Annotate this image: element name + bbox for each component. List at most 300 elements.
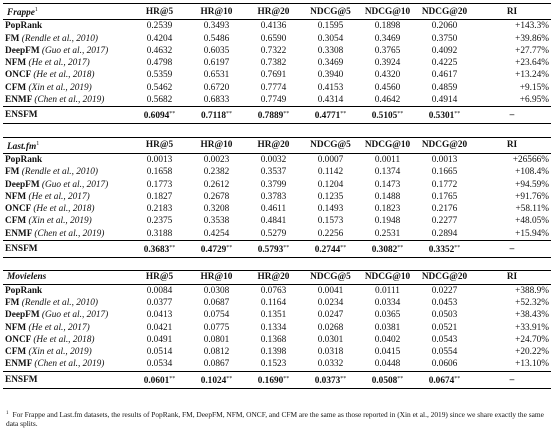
metric-value: 0.0421 [146, 322, 173, 333]
metric-value: 0.4859 [431, 82, 458, 93]
model-cell [3, 179, 131, 191]
best-metric-cell [188, 371, 245, 388]
metric-value: 0.0023 [188, 153, 245, 166]
ri-value: – [473, 371, 551, 388]
metric-value: 0.4314 [317, 95, 344, 106]
best-metric-value: 0.7118 [200, 111, 227, 122]
model-name: DeepFM [5, 179, 40, 190]
column-header: RI [473, 271, 551, 284]
metric-value: 0.1665 [431, 167, 458, 178]
metric-value: 0.4841 [260, 216, 287, 227]
column-header: NDCG@10 [359, 4, 416, 20]
best-metric-cell [359, 107, 416, 124]
significance-mark: ** [340, 245, 347, 252]
metric-value: 0.2612 [203, 179, 230, 190]
metric-value: 0.3469 [317, 58, 344, 69]
dataset-name [3, 4, 131, 20]
metric-value: 0.0687 [203, 297, 230, 308]
metric-value: 0.1142 [317, 167, 344, 178]
model-cell [3, 228, 131, 241]
model-cell [3, 203, 131, 215]
metric-value: 0.1773 [146, 179, 173, 190]
dataset-name [3, 137, 131, 153]
metric-value: 0.2531 [374, 228, 401, 239]
metric-value: 0.1573 [317, 216, 344, 227]
significance-mark: ** [340, 375, 347, 382]
metric-value: 0.0332 [317, 359, 344, 370]
column-header: HR@10 [188, 4, 245, 20]
metric-value: 0.0268 [317, 322, 344, 333]
metric-value: 0.4254 [203, 228, 230, 239]
best-metric-cell [245, 371, 302, 388]
metric-value: 0.4642 [374, 95, 401, 106]
best-metric-value: 0.4729 [200, 245, 227, 256]
metric-value: 0.0013 [131, 153, 188, 166]
table-row [3, 191, 551, 203]
column-header: NDCG@5 [302, 137, 359, 153]
metric-value: 0.7774 [260, 82, 287, 93]
metric-value: 0.1493 [317, 204, 344, 215]
column-header: HR@20 [245, 271, 302, 284]
best-metric-value: 0.6094 [143, 111, 170, 122]
metric-value: 0.0543 [431, 334, 458, 345]
metric-value: 0.0084 [131, 284, 188, 297]
ri-value: +20.22% [515, 347, 549, 358]
significance-mark: ** [454, 375, 461, 382]
model-cell [3, 45, 131, 57]
ri-value: +26566% [473, 153, 551, 166]
model-citation: (Xin et al., 2019) [28, 347, 92, 358]
model-citation: (Chen et al., 2019) [34, 228, 105, 239]
metric-value: 0.1595 [302, 20, 359, 33]
best-metric-cell [302, 107, 359, 124]
metric-value: 0.1658 [146, 167, 173, 178]
metric-value: 0.1772 [431, 179, 458, 190]
model-citation: (Rendle et al., 2010) [21, 167, 98, 178]
table-row [3, 94, 551, 107]
metric-value: 0.2539 [131, 20, 188, 33]
best-metric-value: 0.3683 [143, 245, 170, 256]
column-header: HR@5 [131, 137, 188, 153]
model-name: ENMF [5, 228, 33, 239]
column-header: NDCG@10 [359, 271, 416, 284]
metric-value: 0.4798 [146, 58, 173, 69]
metric-value: 0.0041 [302, 284, 359, 297]
metric-value: 0.5359 [146, 70, 173, 81]
table-row [3, 20, 551, 33]
metric-value: 0.0491 [146, 334, 173, 345]
dataset-label: Last.fm [7, 141, 37, 152]
significance-mark: ** [283, 375, 290, 382]
model-citation: (He et al., 2017) [28, 322, 90, 333]
model-citation: (He et al., 2017) [28, 191, 90, 202]
model-cell [3, 166, 131, 178]
significance-mark: ** [397, 245, 404, 252]
metric-value: 0.4632 [146, 45, 173, 56]
model-name: PopRank [5, 285, 43, 296]
metric-value: 0.3940 [317, 70, 344, 81]
model-cell [3, 20, 131, 33]
ri-value: +13.10% [515, 359, 549, 370]
model-cell [3, 322, 131, 334]
table-row [3, 358, 551, 371]
model-citation: (Chen et al., 2019) [34, 359, 105, 370]
column-header: NDCG@20 [416, 4, 473, 20]
model-name: FM [5, 297, 20, 308]
model-cell [3, 153, 131, 166]
metric-value: 0.0402 [374, 334, 401, 345]
model-citation: (Guo et al., 2017) [41, 45, 109, 56]
best-metric-value: 0.5301 [428, 111, 455, 122]
section-gap [3, 124, 551, 137]
significance-mark: ** [340, 111, 347, 118]
table-row [3, 179, 551, 191]
table-row [3, 309, 551, 321]
dataset-footnote-mark: 1 [34, 7, 38, 13]
ri-value: +48.05% [515, 216, 549, 227]
metric-value: 0.0754 [203, 310, 230, 321]
metric-value: 0.0514 [146, 347, 173, 358]
section-header-row [3, 137, 551, 153]
best-metric-value: 0.0373 [314, 375, 341, 386]
model-cell [3, 69, 131, 81]
metric-value: 0.4225 [431, 58, 458, 69]
metric-value: 0.0011 [359, 153, 416, 166]
model-citation: (Rendle et al., 2010) [21, 297, 98, 308]
ri-value: +52.32% [515, 297, 549, 308]
best-metric-value: 0.2744 [314, 245, 341, 256]
table-row [3, 284, 551, 297]
table-row [3, 215, 551, 227]
significance-mark: ** [397, 111, 404, 118]
model-citation: (He et al., 2017) [28, 58, 90, 69]
best-metric-value: 0.0508 [371, 375, 398, 386]
metric-value: 0.0448 [374, 359, 401, 370]
significance-mark: ** [169, 111, 176, 118]
ri-value: +24.70% [515, 334, 549, 345]
metric-value: 0.1204 [317, 179, 344, 190]
best-metric-cell [416, 107, 473, 124]
metric-value: 0.4153 [317, 82, 344, 93]
metric-value: 0.0007 [302, 153, 359, 166]
dataset-label: Movielens [7, 272, 47, 283]
column-header: HR@20 [245, 137, 302, 153]
metric-value: 0.2256 [317, 228, 344, 239]
table-row [3, 297, 551, 309]
best-metric-cell [188, 107, 245, 124]
ri-value: +39.86% [515, 33, 549, 44]
best-metric-cell [131, 241, 188, 258]
model-cell [3, 215, 131, 227]
metric-value: 0.4611 [260, 204, 287, 215]
column-header: RI [473, 137, 551, 153]
ri-value: +33.91% [515, 322, 549, 333]
table-row [3, 203, 551, 215]
metric-value: 0.0812 [203, 347, 230, 358]
metric-value: 0.0234 [317, 297, 344, 308]
metric-value: 0.1765 [431, 191, 458, 202]
metric-value: 0.0453 [431, 297, 458, 308]
metric-value: 0.3493 [188, 20, 245, 33]
metric-value: 0.2060 [416, 20, 473, 33]
model-name: ONCF [5, 334, 31, 345]
model-name: DeepFM [5, 45, 40, 56]
ri-value: +38.43% [515, 310, 549, 321]
metric-value: 0.0377 [146, 297, 173, 308]
metric-value: 0.4320 [374, 70, 401, 81]
ri-value: +94.59% [515, 179, 549, 190]
best-metric-cell [131, 371, 188, 388]
best-metric-cell [245, 107, 302, 124]
table-row [3, 322, 551, 334]
column-header: NDCG@5 [302, 4, 359, 20]
metric-value: 0.0554 [431, 347, 458, 358]
model-citation: (Guo et al., 2017) [41, 310, 109, 321]
model-name: ONCF [5, 204, 31, 215]
model-name: NFM [5, 191, 27, 202]
model-name: CFM [5, 216, 27, 227]
column-header: HR@20 [245, 4, 302, 20]
model-cell [3, 33, 131, 45]
metric-value: 0.6590 [260, 33, 287, 44]
column-header: HR@5 [131, 271, 188, 284]
metric-value: 0.0415 [374, 347, 401, 358]
model-cell [3, 297, 131, 309]
metric-value: 0.0381 [374, 322, 401, 333]
footnote-text: For Frappe and Last.fm datasets, the results of PopRank, FM, DeepFM, NFM, ONCF, and CFM are the same as those reported in (Xin et al., 2019) since we share exactly the same data splits. [6, 410, 544, 428]
metric-value: 0.3750 [431, 33, 458, 44]
best-metric-value: 0.4771 [314, 111, 341, 122]
metric-value: 0.0247 [317, 310, 344, 321]
significance-mark: ** [397, 375, 404, 382]
metric-value: 0.2678 [203, 191, 230, 202]
metric-value: 0.2183 [146, 204, 173, 215]
metric-value: 0.0318 [317, 347, 344, 358]
dataset-footnote-mark: 1 [36, 140, 40, 147]
model-citation: (Chen et al., 2019) [34, 95, 105, 106]
metric-value: 0.0032 [245, 153, 302, 166]
metric-value: 0.0521 [431, 322, 458, 333]
metric-value: 0.4560 [374, 82, 401, 93]
best-metric-value: 0.3352 [428, 245, 455, 256]
metric-value: 0.3188 [146, 228, 173, 239]
model-cell [3, 309, 131, 321]
significance-mark: ** [226, 375, 233, 382]
metric-value: 0.3538 [203, 216, 230, 227]
table-row [3, 153, 551, 166]
metric-value: 0.3799 [260, 179, 287, 190]
best-metric-cell [416, 241, 473, 258]
metric-value: 0.4914 [431, 95, 458, 106]
best-metric-value: 0.5793 [257, 245, 284, 256]
ri-value: +27.77% [515, 45, 549, 56]
metric-value: 0.0867 [203, 359, 230, 370]
metric-value: 0.1827 [146, 191, 173, 202]
metric-value: 0.3924 [374, 58, 401, 69]
metric-value: 0.6833 [203, 95, 230, 106]
best-metric-cell [416, 371, 473, 388]
metric-value: 0.0606 [431, 359, 458, 370]
table-row [3, 57, 551, 69]
model-name: ONCF [5, 70, 31, 81]
model-name: ENMF [5, 359, 33, 370]
significance-mark: ** [169, 375, 176, 382]
best-metric-value: 0.1690 [257, 375, 284, 386]
metric-value: 0.0308 [188, 284, 245, 297]
metric-value: 0.5279 [260, 228, 287, 239]
metric-value: 0.0301 [317, 334, 344, 345]
best-metric-value: 0.1024 [200, 375, 227, 386]
model-name: PopRank [5, 154, 43, 165]
table-row [3, 45, 551, 57]
column-header: NDCG@5 [302, 271, 359, 284]
metric-value: 0.6035 [203, 45, 230, 56]
significance-mark: ** [454, 111, 461, 118]
ri-value: +91.76% [515, 191, 549, 202]
model-name: CFM [5, 347, 27, 358]
best-metric-cell [359, 241, 416, 258]
significance-mark: ** [226, 245, 233, 252]
table-row [3, 228, 551, 241]
metric-value: 0.0763 [245, 284, 302, 297]
best-model-row [3, 241, 551, 258]
metric-value: 0.0227 [416, 284, 473, 297]
metric-value: 0.4092 [431, 45, 458, 56]
metric-value: 0.1823 [374, 204, 401, 215]
significance-mark: ** [283, 245, 290, 252]
metric-value: 0.3537 [260, 167, 287, 178]
best-model-row [3, 371, 551, 388]
ri-value: +15.94% [515, 228, 549, 239]
metric-value: 0.0775 [203, 322, 230, 333]
section-header-row [3, 4, 551, 20]
model-name: ENSFM [3, 371, 131, 388]
metric-value: 0.1235 [317, 191, 344, 202]
metric-value: 0.6720 [203, 82, 230, 93]
metric-value: 0.1334 [260, 322, 287, 333]
metric-value: 0.1351 [260, 310, 287, 321]
column-header: NDCG@20 [416, 137, 473, 153]
model-citation: (Rendle et al., 2010) [21, 33, 98, 44]
table-row [3, 69, 551, 81]
metric-value: 0.3054 [317, 33, 344, 44]
metric-value: 0.2382 [203, 167, 230, 178]
column-header: NDCG@20 [416, 271, 473, 284]
model-citation: (He et al., 2018) [33, 204, 95, 215]
ri-value: +108.4% [515, 167, 549, 178]
table-footnote [6, 410, 546, 428]
best-metric-value: 0.7889 [257, 111, 284, 122]
ri-value: +6.95% [519, 95, 549, 106]
model-cell [3, 358, 131, 371]
metric-value: 0.5682 [146, 95, 173, 106]
table-row [3, 166, 551, 178]
table-row [3, 346, 551, 358]
metric-value: 0.2277 [431, 216, 458, 227]
model-cell [3, 346, 131, 358]
model-name: DeepFM [5, 310, 40, 321]
dataset-label: Frappe [7, 8, 35, 18]
model-name: FM [5, 33, 20, 44]
metric-value: 0.2894 [431, 228, 458, 239]
metric-value: 0.1523 [260, 359, 287, 370]
ri-value: +23.64% [515, 58, 549, 69]
best-metric-cell [359, 371, 416, 388]
column-header: NDCG@10 [359, 137, 416, 153]
metric-value: 0.1374 [374, 167, 401, 178]
model-name: CFM [5, 82, 27, 93]
best-metric-value: 0.5105 [371, 111, 398, 122]
ri-value: +58.11% [515, 204, 549, 215]
table-row [3, 33, 551, 45]
model-name: NFM [5, 322, 27, 333]
metric-value: 0.2176 [431, 204, 458, 215]
section-header-row [3, 271, 551, 284]
column-header: HR@10 [188, 137, 245, 153]
footnote-mark: 1 [6, 411, 9, 416]
metric-value: 0.1368 [260, 334, 287, 345]
model-name: ENSFM [3, 241, 131, 258]
metric-value: 0.6197 [203, 58, 230, 69]
results-table [3, 3, 551, 389]
model-citation: (Xin et al., 2019) [28, 82, 92, 93]
column-header: RI [473, 4, 551, 20]
metric-value: 0.5462 [146, 82, 173, 93]
metric-value: 0.0801 [203, 334, 230, 345]
best-metric-cell [302, 371, 359, 388]
significance-mark: ** [226, 111, 233, 118]
model-citation: (Xin et al., 2019) [28, 216, 92, 227]
metric-value: 0.6531 [203, 70, 230, 81]
model-cell [3, 57, 131, 69]
model-cell [3, 82, 131, 94]
metric-value: 0.1164 [260, 297, 287, 308]
metric-value: 0.0534 [146, 359, 173, 370]
metric-value: 0.3765 [374, 45, 401, 56]
model-cell [3, 334, 131, 346]
model-name: FM [5, 167, 20, 178]
metric-value: 0.4204 [146, 33, 173, 44]
ri-value: – [473, 107, 551, 124]
best-metric-cell [131, 107, 188, 124]
ri-value: +13.24% [515, 70, 549, 81]
metric-value: 0.4136 [245, 20, 302, 33]
best-metric-value: 0.3082 [371, 245, 398, 256]
metric-value: 0.1948 [374, 216, 401, 227]
metric-value: 0.7322 [260, 45, 287, 56]
best-metric-cell [302, 241, 359, 258]
metric-value: 0.3469 [374, 33, 401, 44]
metric-value: 0.3783 [260, 191, 287, 202]
metric-value: 0.7749 [260, 95, 287, 106]
metric-value: 0.3308 [317, 45, 344, 56]
ri-value: – [473, 241, 551, 258]
metric-value: 0.0111 [359, 284, 416, 297]
metric-value: 0.0013 [416, 153, 473, 166]
model-cell [3, 191, 131, 203]
model-name: ENMF [5, 95, 33, 106]
best-metric-value: 0.0674 [428, 375, 455, 386]
metric-value: 0.3208 [203, 204, 230, 215]
model-cell [3, 94, 131, 107]
table-row [3, 82, 551, 94]
best-metric-value: 0.0601 [143, 375, 170, 386]
metric-value: 0.7691 [260, 70, 287, 81]
best-metric-cell [245, 241, 302, 258]
model-name: ENSFM [3, 107, 131, 124]
model-citation: (He et al., 2018) [33, 70, 95, 81]
column-header: HR@5 [131, 4, 188, 20]
